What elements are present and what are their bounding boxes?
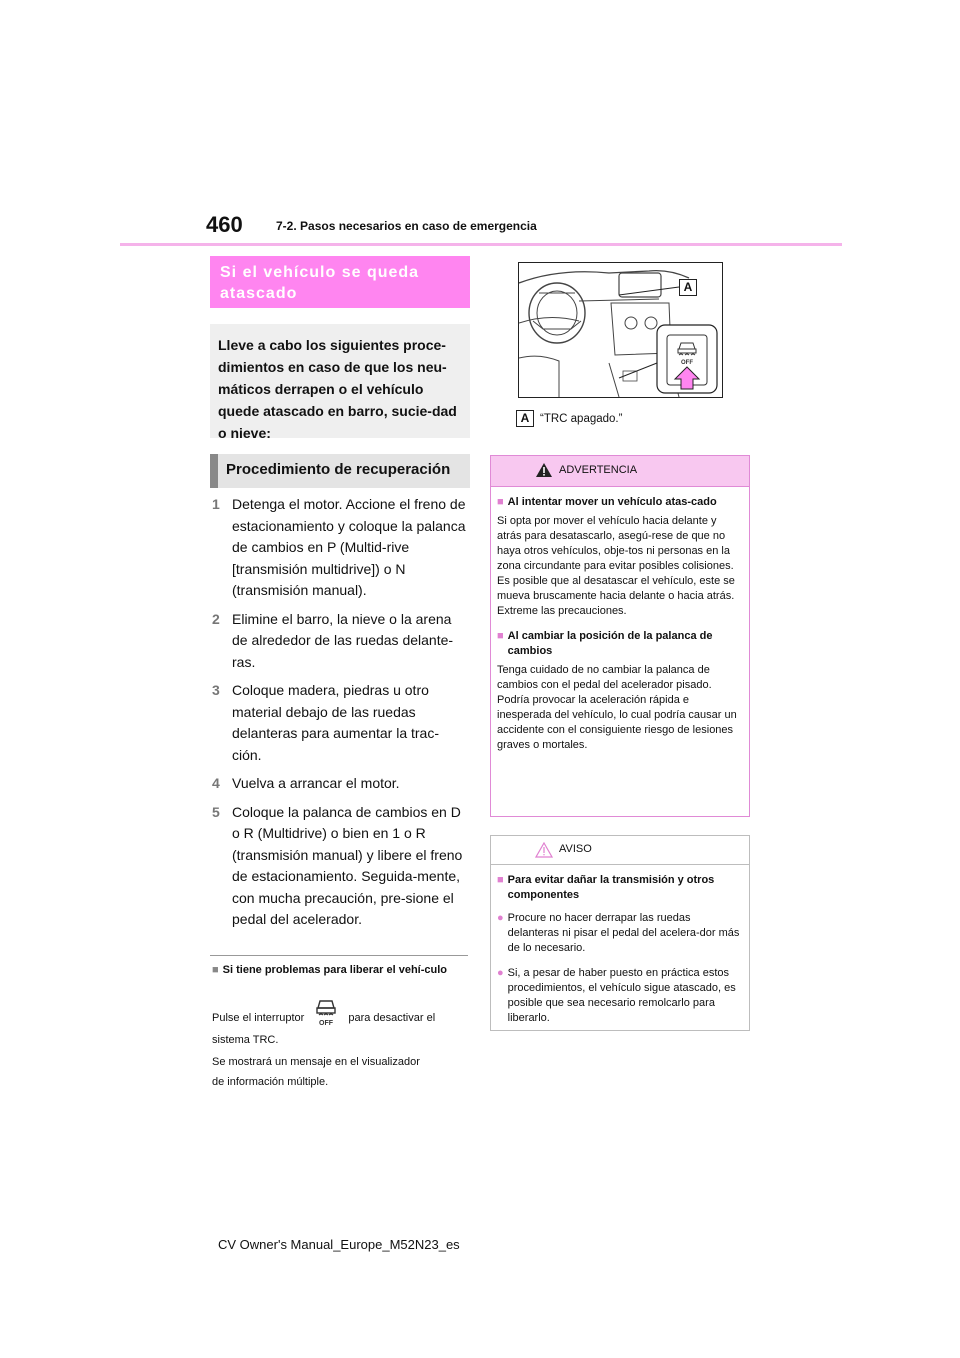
figure-caption [516, 410, 622, 427]
caption-label-a: A [516, 410, 534, 427]
warning-box [490, 455, 750, 817]
note-line-4: de información múltiple. [212, 1076, 329, 1088]
note-marker: ■ [212, 964, 219, 976]
footer-text: CV Owner's Manual_Europe_M52N23_es [218, 1237, 460, 1252]
step-number: 1 [212, 496, 220, 512]
step-number: 4 [212, 775, 220, 791]
warning-item-body: Tenga cuidado de no cambiar la palanca de cambios con el pedal del acelerador pisado. Podría provocar la aceleración rápida e inesperada del vehículo, lo cual podría causar un accidente con el consiguiente riesgo de lesiones graves o mortales. [497, 664, 737, 751]
caption-text: “TRC apagado.” [540, 412, 623, 425]
step-item [212, 680, 468, 766]
bullet-dot: ● [497, 912, 504, 924]
switch-off-text: OFF [681, 360, 693, 366]
section-title: Si el vehículo se queda atascado [210, 256, 470, 308]
notice-bullet-text: Si, a pesar de haber puesto en práctica estos procedimientos, el vehículo sigue atascado, es posible que sea necesario remolcarlo para liberarlo. [507, 967, 736, 1024]
step-number: 2 [212, 610, 220, 627]
notice-header [491, 836, 749, 865]
warning-item-title-text: Al intentar mover un vehículo atas-cado [507, 496, 717, 508]
notice-title-text: Para evitar dañar la transmisión y otros componentes [507, 874, 715, 901]
notice-bullet-text: Procure no hacer derrapar las ruedas delanteras ni pisar el pedal del acelera-dor más de lo necesario. [507, 912, 740, 954]
note-line-3: Se mostrará un mensaje en el visualizador [212, 1056, 420, 1068]
page-number: 460 [206, 212, 243, 237]
step-text: Detenga el motor. Accione el freno de estacionamiento y coloque la palanca de cambios en P (Multid-rive [transmisión multidrive]) o N (transmisión manual). [232, 496, 466, 598]
trc-off-icon-text: OFF [319, 1020, 334, 1026]
notice-header-label: AVISO [559, 843, 592, 855]
warning-item [491, 495, 749, 619]
step-text: Coloque madera, piedras u otro material debajo de las ruedas delanteras para aumentar la trac-ción. [232, 682, 439, 763]
note-title [212, 963, 470, 977]
bullet-dot: ● [497, 967, 504, 979]
intro-text: Lleve a cabo los siguientes proce-dimientos en caso de que los neu-máticos derrapen o el vehículo quede atascado en barro, sucie-dad o nieve: [210, 324, 470, 438]
note-line-1 [212, 1004, 435, 1032]
step-number: 3 [212, 682, 220, 698]
step-item [212, 609, 468, 674]
warning-item-title [497, 629, 743, 659]
notice-bullet [497, 911, 743, 956]
warning-item-title [497, 495, 743, 510]
note-line-1-after: para desactivar el [348, 1012, 436, 1024]
notice-bullet [497, 966, 743, 1026]
warning-item-body: Si opta por mover el vehículo hacia delante y atrás para desatascarlo, asegú-rese de que no haya otros vehículos, obje-tos ni personas en la zona circundante para evitar posibles colisiones. Es posible que al desatascar el vehículo, este se mueva bruscamente hacia delante o hacia atrás. Extreme las precauciones. [497, 515, 735, 617]
notice-box [490, 835, 750, 1031]
caution-triangle-icon [535, 842, 553, 863]
step-number: 5 [212, 803, 220, 820]
warning-triangle-icon [535, 462, 553, 483]
note-line-2: sistema TRC. [212, 1034, 279, 1046]
section-header: 7-2. Pasos necesarios en caso de emergencia [276, 219, 537, 233]
step-item [212, 494, 468, 602]
step-text: Elimine el barro, la nieve o la arena de alrededor de las ruedas delante-ras. [232, 610, 454, 670]
step-text: Coloque la palanca de cambios en D o R (Multidrive) o bien en 1 o R (transmisión manual) y libere el freno de estacionamiento. Seguida-mente, con mucha precaución, pre-sione el pedal del acelerador. [232, 803, 463, 927]
notice-content [491, 873, 749, 1026]
step-text: Vuelva a arrancar el motor. [232, 775, 400, 791]
dashboard-illustration [518, 262, 723, 398]
notice-marker: ■ [497, 874, 504, 886]
step-item [212, 773, 468, 795]
note-divider [210, 955, 468, 956]
procedure-steps [212, 494, 468, 938]
warning-marker: ■ [497, 496, 504, 508]
step-item [212, 802, 468, 931]
warning-header [491, 456, 749, 487]
figure-label-a: A [679, 279, 697, 296]
procedure-heading: Procedimiento de recuperación [210, 454, 470, 488]
note-line-1-before: Pulse el interruptor [212, 1012, 305, 1024]
warning-marker: ■ [497, 630, 504, 642]
header-divider [120, 243, 842, 246]
note-title-text: Si tiene problemas para liberar el vehí-culo [222, 964, 448, 976]
warning-item-title-text: Al cambiar la posición de la palanca de cambios [507, 630, 713, 657]
warning-item [491, 629, 749, 753]
warning-header-label: ADVERTENCIA [559, 464, 638, 476]
notice-title [497, 873, 743, 903]
trc-off-icon [314, 998, 338, 1026]
